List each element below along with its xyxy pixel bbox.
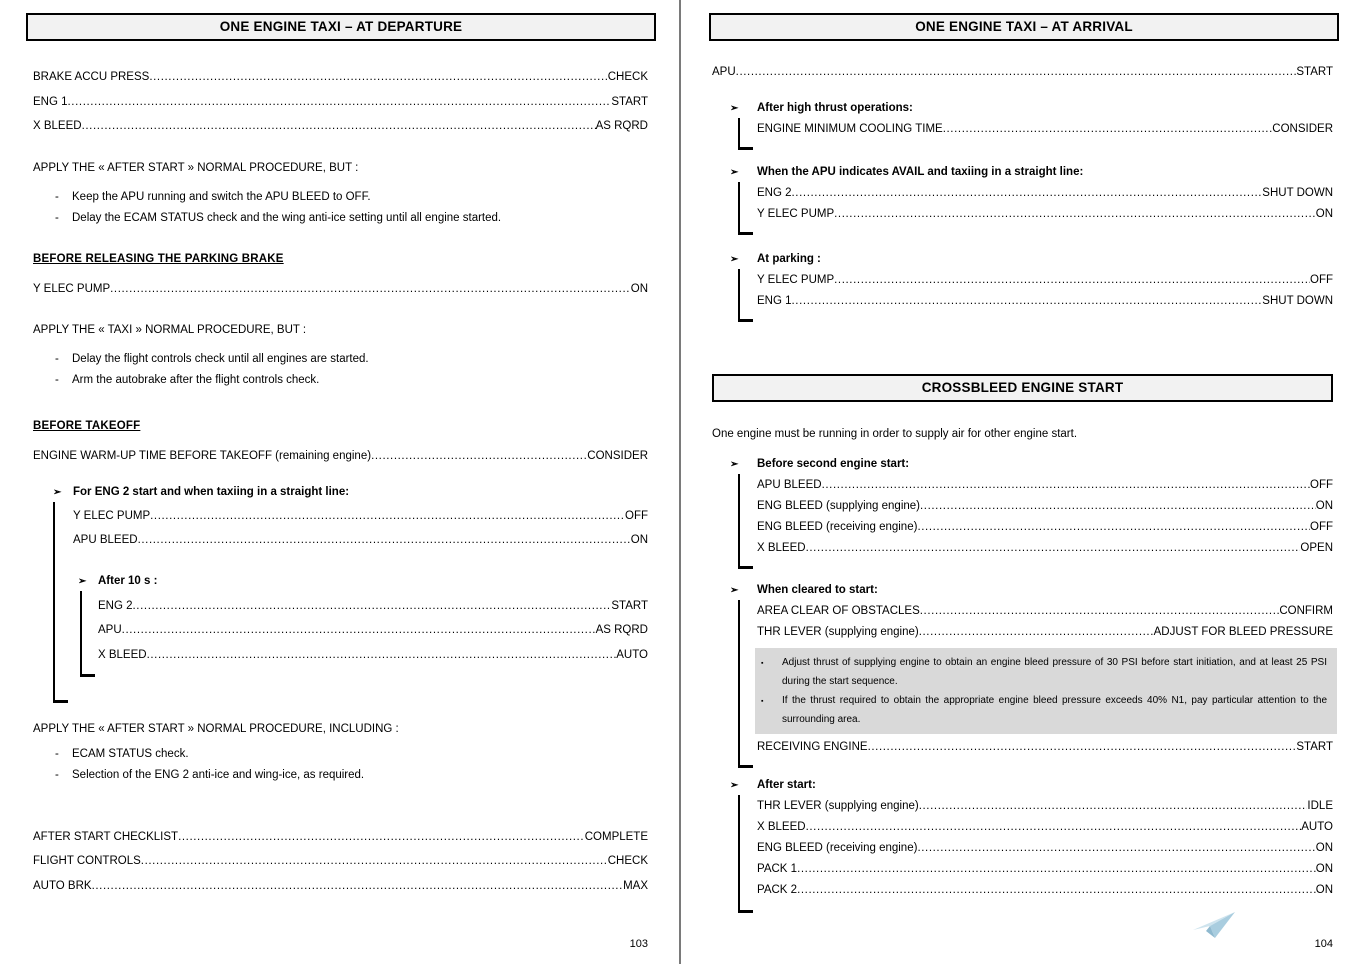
checklist-row bbox=[33, 119, 648, 134]
leader-dots bbox=[919, 625, 1154, 640]
apply-taxi-intro: APPLY THE « TAXI » NORMAL PROCEDURE, BUT : bbox=[33, 324, 307, 336]
checklist-value: OFF bbox=[1310, 521, 1333, 533]
dash-bullet: - bbox=[55, 191, 59, 203]
section-title-arrival: ONE ENGINE TAXI – AT ARRIVAL bbox=[709, 13, 1339, 41]
checklist-label: X BLEED bbox=[757, 821, 806, 833]
block-bracket bbox=[738, 118, 740, 150]
dash-bullet: - bbox=[55, 747, 59, 760]
checklist-value: START bbox=[611, 599, 648, 612]
block-heading-text: Before second engine start: bbox=[757, 458, 910, 470]
block-heading bbox=[712, 252, 1333, 267]
checklist-label: ENG 2 bbox=[757, 187, 792, 199]
checklist-row bbox=[757, 478, 1333, 493]
block-before-second-start bbox=[712, 457, 1333, 569]
arrowhead-icon: ➢ bbox=[730, 254, 739, 265]
apply-including-bullets bbox=[33, 747, 648, 783]
block-heading bbox=[712, 165, 1333, 180]
block-heading-text: After 10 s : bbox=[98, 575, 158, 587]
checklist-label: Y ELEC PUMP bbox=[73, 510, 151, 522]
checklist-row bbox=[33, 95, 648, 110]
crossbleed-intro: One engine must be running in order to supply air for other engine start. bbox=[712, 428, 1078, 440]
checklist-value: OFF bbox=[625, 510, 648, 522]
checklist-row bbox=[757, 499, 1333, 514]
checklist-row bbox=[757, 862, 1333, 877]
leader-dots bbox=[917, 520, 1310, 535]
checklist-value: START bbox=[1296, 741, 1333, 753]
leader-dots bbox=[920, 499, 1316, 514]
block-eng2-start bbox=[33, 485, 648, 703]
checklist-row bbox=[757, 186, 1333, 201]
dash-bullet: - bbox=[55, 353, 59, 365]
checklist-row bbox=[757, 273, 1333, 288]
leader-dots bbox=[822, 478, 1310, 493]
block-bracket bbox=[738, 795, 740, 913]
arrowhead-icon: ➢ bbox=[78, 576, 87, 587]
apply-after-start-bullets bbox=[33, 190, 648, 226]
checklist-row bbox=[33, 854, 648, 869]
leader-dots bbox=[178, 830, 585, 845]
arrowhead-icon: ➢ bbox=[730, 780, 739, 791]
checklist-value: MAX bbox=[623, 879, 648, 892]
block-at-parking bbox=[712, 252, 1333, 322]
bullet-item bbox=[33, 211, 648, 226]
checklist-label: APU bbox=[712, 66, 736, 78]
apply-including-intro: APPLY THE « AFTER START » NORMAL PROCEDURE, INCLUDING : bbox=[33, 722, 399, 735]
leader-dots bbox=[141, 854, 608, 869]
checklist-row bbox=[757, 883, 1333, 898]
checklist-label: ENG 1 bbox=[757, 295, 792, 307]
checklist-row bbox=[73, 509, 648, 524]
bullet-item bbox=[33, 190, 648, 205]
leader-dots bbox=[149, 70, 607, 85]
arrowhead-icon: ➢ bbox=[53, 487, 62, 498]
leader-dots bbox=[110, 282, 631, 297]
checklist-label: AUTO BRK bbox=[33, 879, 92, 892]
block-heading-text: When the APU indicates AVAIL and taxiing in a straight line: bbox=[757, 166, 1084, 178]
checklist-value: CONFIRM bbox=[1279, 605, 1333, 617]
checklist-row bbox=[98, 648, 648, 663]
checklist-value: SHUT DOWN bbox=[1262, 187, 1333, 199]
checklist-value: CHECK bbox=[607, 71, 648, 83]
checklist-value: ON bbox=[1315, 863, 1333, 875]
checklist-row bbox=[757, 541, 1333, 556]
checklist-row bbox=[98, 623, 648, 638]
square-bullet-icon: ▪ bbox=[761, 660, 764, 667]
checklist-label: Y ELEC PUMP bbox=[757, 274, 835, 286]
leader-dots bbox=[147, 648, 617, 663]
checklist-value: CONSIDER bbox=[1272, 123, 1333, 135]
block-when-apu-avail bbox=[712, 165, 1333, 235]
section-title-departure: ONE ENGINE TAXI – AT DEPARTURE bbox=[26, 13, 656, 41]
block-heading-text: At parking : bbox=[757, 253, 821, 265]
leader-dots bbox=[68, 95, 612, 110]
checklist-top bbox=[33, 70, 648, 134]
paper-plane-icon bbox=[1191, 910, 1237, 947]
bullet-text: Keep the APU running and switch the APU BLEED to OFF. bbox=[72, 191, 371, 203]
checklist-row bbox=[757, 799, 1333, 814]
checklist-row bbox=[757, 122, 1333, 137]
checklist-value: AS RQRD bbox=[595, 624, 648, 636]
checklist-row bbox=[98, 599, 648, 614]
checklist-row bbox=[757, 820, 1333, 835]
block-heading bbox=[712, 778, 1333, 793]
checklist-label: ENGINE WARM-UP TIME BEFORE TAKEOFF (remaining engine) bbox=[33, 450, 372, 462]
checklist-value: CHECK bbox=[607, 855, 648, 867]
leader-dots bbox=[122, 623, 596, 638]
checklist-label: X BLEED bbox=[98, 648, 147, 661]
arrowhead-icon: ➢ bbox=[730, 167, 739, 178]
checklist-row bbox=[757, 625, 1333, 640]
checklist-value: OFF bbox=[1310, 274, 1333, 286]
square-bullet-icon: ▪ bbox=[761, 698, 764, 705]
block-bracket bbox=[738, 600, 740, 768]
checklist-row bbox=[33, 282, 648, 297]
leader-dots bbox=[806, 541, 1301, 556]
leader-dots bbox=[792, 294, 1263, 309]
checklist-value: ON bbox=[630, 283, 648, 295]
leader-dots bbox=[797, 862, 1316, 877]
checklist-value: ON bbox=[1315, 500, 1333, 512]
leader-dots bbox=[919, 799, 1308, 814]
block-bracket bbox=[53, 502, 55, 703]
checklist-label: APU bbox=[98, 624, 122, 636]
note-item bbox=[761, 691, 1327, 729]
checklist-value: IDLE bbox=[1307, 800, 1333, 812]
bullet-item bbox=[33, 768, 648, 783]
block-when-cleared bbox=[712, 583, 1333, 768]
checklist-label: FLIGHT CONTROLS bbox=[33, 855, 141, 867]
leader-dots bbox=[138, 533, 631, 548]
note-box bbox=[755, 648, 1337, 734]
checklist-row bbox=[73, 533, 648, 548]
checklist-label: ENGINE MINIMUM COOLING TIME bbox=[757, 123, 943, 135]
checklist-label: ENG BLEED (receiving engine) bbox=[757, 842, 918, 854]
checklist-label: APU BLEED bbox=[757, 479, 822, 491]
note-item bbox=[761, 653, 1327, 691]
checklist-value: OFF bbox=[1310, 479, 1333, 491]
bullet-item bbox=[33, 352, 648, 367]
checklist-row bbox=[757, 207, 1333, 222]
apply-taxi-bullets bbox=[33, 352, 648, 388]
dash-bullet: - bbox=[55, 212, 59, 224]
checklist-row bbox=[33, 449, 648, 464]
checklist-row bbox=[757, 520, 1333, 535]
checklist-label: PACK 1 bbox=[757, 863, 798, 875]
bullet-text: ECAM STATUS check. bbox=[72, 747, 189, 760]
block-after-10s bbox=[73, 574, 648, 677]
leader-dots bbox=[797, 883, 1316, 898]
checklist-label: THR LEVER (supplying engine) bbox=[757, 800, 919, 812]
checklist-label: AFTER START CHECKLIST bbox=[33, 830, 179, 843]
leader-dots bbox=[92, 879, 624, 894]
checklist-label: ENG BLEED (supplying engine) bbox=[757, 500, 920, 512]
checklist-value: START bbox=[1296, 66, 1333, 78]
bullet-item bbox=[33, 373, 648, 388]
left-page bbox=[26, 0, 656, 964]
leader-dots bbox=[736, 65, 1297, 80]
checklist-bottom bbox=[33, 830, 648, 894]
checklist-value: COMPLETE bbox=[584, 830, 648, 843]
checklist-label: Y ELEC PUMP bbox=[33, 283, 111, 295]
checklist-label: RECEIVING ENGINE bbox=[757, 741, 868, 753]
checklist-label: ENG BLEED (receiving engine) bbox=[757, 521, 918, 533]
block-heading-text: For ENG 2 start and when taxiing in a straight line: bbox=[73, 486, 350, 498]
block-heading bbox=[712, 457, 1333, 472]
checklist-row bbox=[33, 70, 648, 85]
checklist-value: CONSIDER bbox=[587, 450, 648, 462]
arrowhead-icon: ➢ bbox=[730, 103, 739, 114]
bullet-text: Delay the ECAM STATUS check and the wing anti-ice setting until all engine started. bbox=[72, 212, 502, 224]
right-page bbox=[709, 0, 1339, 964]
checklist-value: ON bbox=[630, 534, 648, 546]
leader-dots bbox=[792, 186, 1263, 201]
note-text: If the thrust required to obtain the appropriate engine bleed pressure exceeds 40% N1, pay particular attention to the surrounding area. bbox=[782, 695, 1327, 725]
leader-dots bbox=[150, 509, 625, 524]
block-heading bbox=[73, 574, 648, 589]
leader-dots bbox=[834, 273, 1310, 288]
checklist-label: X BLEED bbox=[33, 120, 82, 132]
checklist-value: ADJUST FOR BLEED PRESSURE bbox=[1153, 626, 1333, 638]
block-heading bbox=[712, 101, 1333, 116]
block-heading-text: When cleared to start: bbox=[757, 584, 878, 596]
checklist-row bbox=[757, 294, 1333, 309]
leader-dots bbox=[806, 820, 1302, 835]
block-bracket bbox=[738, 474, 740, 569]
block-after-start bbox=[712, 778, 1333, 913]
leader-dots bbox=[943, 122, 1273, 137]
arrowhead-icon: ➢ bbox=[730, 585, 739, 596]
dash-bullet: - bbox=[55, 374, 59, 386]
checklist-label: PACK 2 bbox=[757, 884, 798, 896]
checklist-value: SHUT DOWN bbox=[1262, 295, 1333, 307]
bullet-text: Arm the autobrake after the flight controls check. bbox=[72, 374, 320, 386]
block-after-high-thrust bbox=[712, 101, 1333, 150]
bullet-text: Delay the flight controls check until all engines are started. bbox=[72, 353, 369, 365]
dash-bullet: - bbox=[55, 768, 59, 781]
block-heading-text: After high thrust operations: bbox=[757, 102, 913, 114]
checklist-label: ENG 1 bbox=[33, 95, 68, 108]
checklist-label: AREA CLEAR OF OBSTACLES bbox=[757, 605, 920, 617]
block-bracket bbox=[738, 269, 740, 322]
block-heading-text: After start: bbox=[757, 779, 816, 791]
checklist-value: AUTO bbox=[616, 648, 648, 661]
checklist-row bbox=[757, 604, 1333, 619]
leader-dots bbox=[82, 119, 596, 134]
checklist-value: ON bbox=[1315, 208, 1333, 220]
leader-dots bbox=[917, 841, 1315, 856]
checklist-row bbox=[757, 740, 1333, 755]
leader-dots bbox=[868, 740, 1297, 755]
leader-dots bbox=[133, 599, 612, 614]
checklist-label: X BLEED bbox=[757, 542, 806, 554]
heading-before-takeoff: BEFORE TAKEOFF bbox=[33, 420, 141, 432]
checklist-row bbox=[712, 65, 1333, 80]
checklist-row bbox=[33, 830, 648, 845]
block-bracket bbox=[738, 182, 740, 235]
checklist-value: AUTO bbox=[1301, 821, 1333, 833]
checklist-label: Y ELEC PUMP bbox=[757, 208, 835, 220]
note-text: Adjust thrust of supplying engine to obtain an engine bleed pressure of 30 PSI before start initiation, and at least 25 PSI during the start sequence. bbox=[782, 657, 1327, 687]
checklist-label: BRAKE ACCU PRESS bbox=[33, 71, 150, 83]
block-heading bbox=[33, 485, 648, 500]
checklist-row bbox=[33, 879, 648, 894]
section-title-crossbleed: CROSSBLEED ENGINE START bbox=[712, 374, 1333, 402]
apply-after-start-intro: APPLY THE « AFTER START » NORMAL PROCEDURE, BUT : bbox=[33, 162, 359, 174]
leader-dots bbox=[834, 207, 1316, 222]
checklist-row bbox=[757, 841, 1333, 856]
page-number: 104 bbox=[1314, 938, 1333, 950]
checklist-value: OPEN bbox=[1300, 542, 1333, 554]
checklist-label: APU BLEED bbox=[73, 534, 138, 546]
bullet-text: Selection of the ENG 2 anti-ice and wing-ice, as required. bbox=[72, 768, 365, 781]
bullet-item bbox=[33, 747, 648, 762]
arrowhead-icon: ➢ bbox=[730, 459, 739, 470]
checklist-value: START bbox=[611, 95, 648, 108]
checklist-label: ENG 2 bbox=[98, 599, 133, 612]
heading-before-releasing: BEFORE RELEASING THE PARKING BRAKE bbox=[33, 253, 284, 265]
leader-dots bbox=[920, 604, 1280, 619]
block-heading bbox=[712, 583, 1333, 598]
block-bracket bbox=[80, 591, 82, 677]
page-divider bbox=[679, 0, 681, 964]
leader-dots bbox=[371, 449, 587, 464]
checklist-value: AS RQRD bbox=[595, 120, 648, 132]
checklist-label: THR LEVER (supplying engine) bbox=[757, 626, 919, 638]
checklist-value: ON bbox=[1315, 842, 1333, 854]
page-number: 103 bbox=[629, 938, 648, 950]
checklist-value: ON bbox=[1315, 884, 1333, 896]
